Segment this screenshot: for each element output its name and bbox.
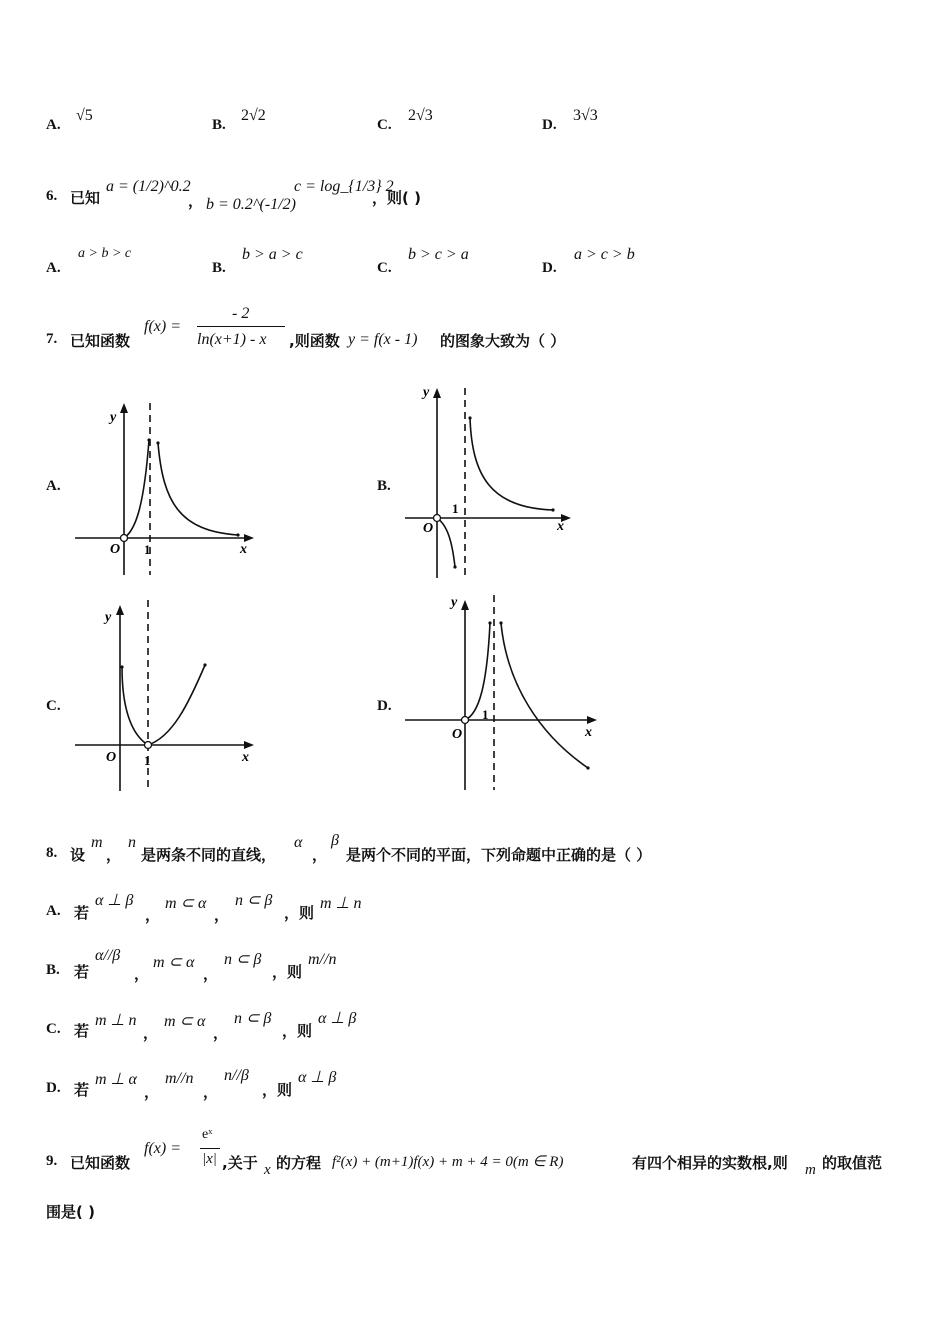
q9-var-m: m	[805, 1162, 816, 1178]
q9-number: 9.	[46, 1153, 58, 1169]
q8-alpha: α	[294, 834, 303, 851]
q9-func-lhs: f(x) =	[144, 1140, 181, 1157]
q5-option-b-value: 2√2	[241, 107, 266, 124]
y-label: y	[110, 410, 117, 425]
q8-sep: ，	[134, 965, 150, 983]
endpoint	[156, 441, 159, 444]
q7-prefix: 已知函数	[70, 332, 131, 350]
endpoint	[551, 508, 554, 511]
curve-right-branch	[470, 418, 553, 510]
q6-b-expr: b = 0.2^(-1/2)	[206, 196, 296, 213]
q8-sep: ，	[203, 1083, 219, 1101]
q8-var-m: m	[91, 834, 103, 851]
q8-option-ze: ，则	[284, 904, 315, 922]
q5-option-d-value: 3√3	[573, 107, 598, 124]
q8-option-cond-1: α ⊥ β	[95, 892, 134, 909]
q8-stem-3: 是两个不同的平面，下列命题中正确的是（ ）	[346, 846, 652, 864]
x-arrow	[244, 741, 254, 749]
q8-option-cond-3: n ⊂ β	[234, 1010, 272, 1027]
q8-option-ze: ，则	[262, 1081, 293, 1099]
q7-func-lhs: f(x) =	[144, 318, 181, 335]
q8-option-conclusion: m ⊥ n	[320, 895, 362, 912]
q9-fraction-bar	[200, 1148, 220, 1149]
endpoint	[586, 766, 589, 769]
x-arrow	[587, 716, 597, 724]
q6-option-c-label: C.	[377, 260, 392, 276]
q6-comma-1: ，	[188, 192, 204, 210]
q8-option-cond-3: n ⊂ β	[235, 892, 273, 909]
q6-suffix: ，则( )	[372, 189, 421, 207]
q6-c-expr: c = log_{1/3} 2	[294, 178, 394, 195]
q9-mid-1: ,关于	[222, 1154, 258, 1172]
q8-var-n: n	[128, 834, 136, 851]
q9-func-numerator: eˣ	[202, 1127, 213, 1142]
hole-point	[434, 515, 441, 522]
q7-fraction-bar	[197, 326, 285, 327]
y-arrow	[433, 388, 441, 398]
q8-sep: ，	[144, 1083, 160, 1101]
hole-point	[145, 742, 152, 749]
q8-option-cond-3: n//β	[224, 1067, 249, 1084]
x-label: x	[557, 519, 564, 534]
q9-prefix: 已知函数	[70, 1154, 131, 1172]
endpoint	[203, 663, 206, 666]
curve-right-branch	[158, 443, 238, 535]
q8-option-label: D.	[46, 1080, 61, 1096]
q5-option-c-label: C.	[377, 117, 392, 133]
q6-option-b-label: B.	[212, 260, 226, 276]
origin-label: O	[452, 727, 463, 742]
q5-option-a-label: A.	[46, 117, 61, 133]
curve-right-branch	[148, 665, 205, 745]
q8-sep: ，	[214, 906, 230, 924]
q8-option-label: B.	[46, 962, 60, 978]
q8-option-ruo: 若	[74, 963, 90, 981]
q7-suffix: 的图象大致为（ ）	[440, 332, 566, 350]
curve-right-branch	[501, 623, 588, 768]
q8-comma-2: ，	[312, 846, 328, 864]
q6-prefix: 已知	[70, 189, 101, 207]
endpoint	[468, 416, 471, 419]
x-arrow	[244, 534, 254, 542]
q7-func-numerator: - 2	[232, 305, 250, 322]
q7-number: 7.	[46, 331, 58, 347]
q8-option-ruo: 若	[74, 1081, 90, 1099]
curve-left-branch	[124, 440, 149, 538]
q6-option-a-label: A.	[46, 260, 61, 276]
q9-line-2: 围是( )	[46, 1203, 95, 1221]
origin-label: O	[110, 542, 121, 557]
q8-option-ruo: 若	[74, 904, 90, 922]
q5-option-d-label: D.	[542, 117, 557, 133]
curve-left-branch	[437, 518, 455, 567]
q7-middle-text: ,则函数	[289, 332, 340, 350]
q6-option-d-value: a > c > b	[574, 246, 635, 263]
q8-option-cond-1: α//β	[95, 947, 121, 964]
q8-option-cond-2: m ⊂ α	[164, 1013, 206, 1030]
one-label: 1	[482, 707, 489, 722]
q6-option-a-value: a > b > c	[78, 246, 132, 261]
q8-stem-1: 设	[70, 846, 86, 864]
q5-option-c-value: 2√3	[408, 107, 433, 124]
q8-option-ze: ，则	[272, 963, 303, 981]
q9-equation: f²(x) + (m+1)f(x) + m + 4 = 0(m ∈ R)	[332, 1154, 564, 1170]
endpoint	[120, 665, 123, 668]
q9-mid-3: 有四个相异的实数根,则	[632, 1154, 788, 1172]
one-label: 1	[452, 501, 459, 516]
q9-mid-4: 的取值范	[822, 1154, 883, 1172]
y-label: y	[423, 385, 430, 400]
q6-a-expr: a = (1/2)^0.2	[106, 178, 191, 195]
curve-left-branch	[122, 667, 148, 745]
q5-option-a-value: √5	[76, 107, 93, 124]
hole-point	[462, 717, 469, 724]
q9-func-denominator: |x|	[202, 1151, 217, 1167]
q6-option-b-value: b > a > c	[242, 246, 303, 263]
q8-comma: ，	[106, 846, 122, 864]
q7-option-a-label: A.	[46, 478, 61, 494]
endpoint	[236, 533, 239, 536]
q7-graph-c[interactable]	[60, 595, 260, 795]
y-arrow	[120, 403, 128, 413]
q8-option-label: A.	[46, 903, 61, 919]
x-label: x	[585, 725, 592, 740]
q8-option-ruo: 若	[74, 1022, 90, 1040]
q7-option-c-label: C.	[46, 698, 61, 714]
q8-option-ze: ，则	[282, 1022, 313, 1040]
hole-point	[121, 535, 128, 542]
endpoint	[147, 438, 150, 441]
q8-sep: ，	[145, 906, 161, 924]
q9-mid-2: 的方程	[276, 1154, 322, 1172]
q7-func-denominator: ln(x+1) - x	[197, 331, 267, 348]
q8-option-cond-2: m//n	[165, 1070, 194, 1087]
q8-sep: ，	[203, 965, 219, 983]
q7-graph-b[interactable]	[395, 380, 580, 585]
q8-sep: ，	[143, 1024, 159, 1042]
q8-option-cond-1: m ⊥ α	[95, 1071, 137, 1088]
q8-sep: ，	[213, 1024, 229, 1042]
endpoint	[453, 565, 456, 568]
q7-option-d-label: D.	[377, 698, 392, 714]
q5-option-b-label: B.	[212, 117, 226, 133]
q6-option-d-label: D.	[542, 260, 557, 276]
y-label: y	[451, 595, 458, 610]
q9-var-x: x	[264, 1162, 271, 1178]
q8-option-cond-2: m ⊂ α	[153, 954, 195, 971]
y-arrow	[461, 600, 469, 610]
q8-option-conclusion: α ⊥ β	[298, 1069, 337, 1086]
one-label: 1	[144, 753, 151, 768]
q7-target-func: y = f(x - 1)	[348, 331, 418, 348]
q8-option-cond-2: m ⊂ α	[165, 895, 207, 912]
x-label: x	[240, 542, 247, 557]
q8-number: 8.	[46, 845, 58, 861]
q6-option-c-value: b > c > a	[408, 246, 469, 263]
endpoint	[488, 621, 491, 624]
origin-label: O	[106, 750, 117, 765]
q7-graph-d[interactable]	[395, 590, 605, 795]
q8-option-cond-1: m ⊥ n	[95, 1012, 137, 1029]
q8-option-cond-3: n ⊂ β	[224, 951, 262, 968]
x-label: x	[242, 750, 249, 765]
q6-number: 6.	[46, 188, 58, 204]
one-label: 1	[144, 542, 151, 557]
q7-option-b-label: B.	[377, 478, 391, 494]
y-label: y	[105, 610, 112, 625]
q8-option-conclusion: m//n	[308, 951, 337, 968]
y-arrow	[116, 605, 124, 615]
q8-option-conclusion: α ⊥ β	[318, 1010, 357, 1027]
q8-stem-2: 是两条不同的直线，	[141, 846, 277, 864]
q8-beta: β	[331, 832, 339, 849]
q7-graph-a[interactable]	[60, 395, 260, 585]
q8-option-label: C.	[46, 1021, 61, 1037]
curve-left-branch	[465, 623, 490, 720]
origin-label: O	[423, 521, 434, 536]
endpoint	[499, 621, 502, 624]
